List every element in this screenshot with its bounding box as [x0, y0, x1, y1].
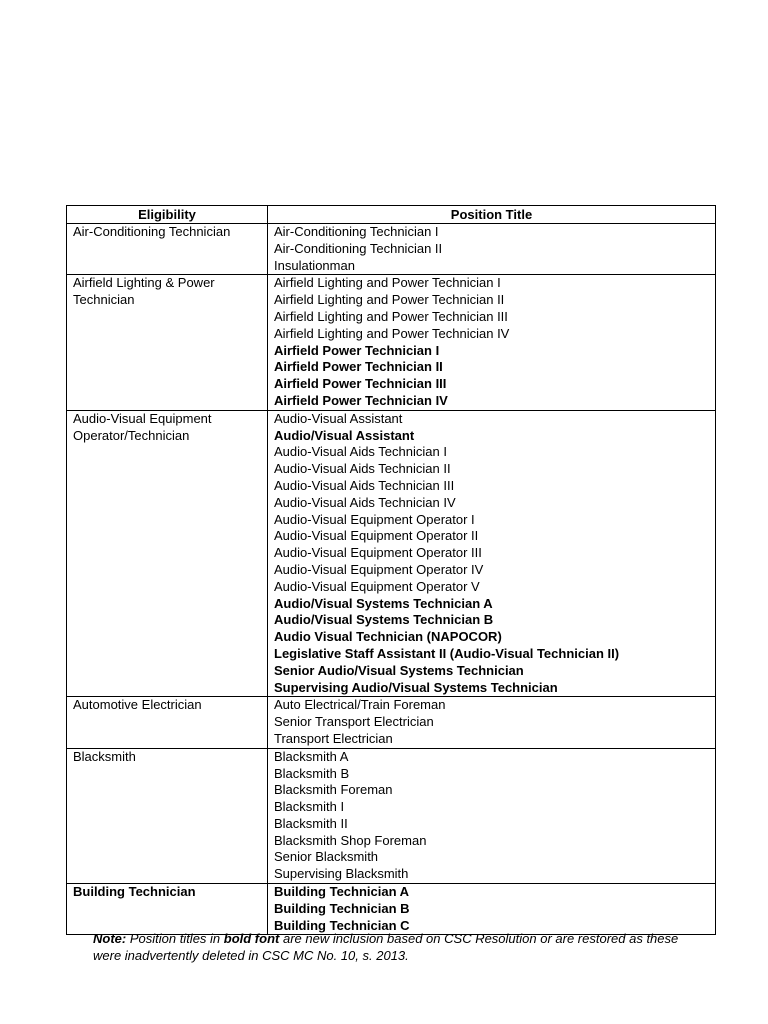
position-title: Building Technician B: [274, 900, 410, 916]
note-text-1: Position titles in: [126, 931, 224, 946]
eligibility-cell: Building Technician: [67, 884, 268, 935]
position-title: Airfield Lighting and Power Technician III: [274, 308, 508, 324]
position-title: Blacksmith I: [274, 799, 345, 815]
header-eligibility: Eligibility: [67, 206, 268, 224]
position-title: Air-Conditioning Technician II: [274, 240, 443, 256]
position-title: Senior Transport Electrician: [274, 714, 434, 730]
eligibility-cell: Air-Conditioning Technician: [67, 224, 268, 275]
position-title: Airfield Lighting and Power Technician IV: [274, 325, 510, 341]
position-title: Airfield Power Technician IV: [274, 392, 448, 408]
position-title: Senior Audio/Visual Systems Technician: [274, 662, 524, 678]
position-title: Audio-Visual Equipment Operator II: [274, 528, 479, 544]
position-title: Airfield Power Technician III: [274, 376, 447, 392]
position-title-cell: [268, 410, 716, 697]
position-title: Supervising Blacksmith: [274, 866, 409, 882]
position-title: Audio/Visual Systems Technician A: [274, 595, 493, 611]
table-row: [67, 224, 716, 275]
header-position-title: Position Title: [268, 206, 716, 224]
eligibility-cell: Blacksmith: [67, 748, 268, 883]
position-title: Blacksmith Foreman: [274, 782, 393, 798]
position-title: Insulationman: [274, 257, 355, 273]
position-title-cell: [268, 275, 716, 410]
position-title: Audio/Visual Systems Technician B: [274, 612, 494, 628]
table-row: [67, 275, 716, 410]
position-title: Blacksmith B: [274, 765, 350, 781]
table-header-row: [67, 206, 716, 224]
position-title: Audio-Visual Equipment Operator III: [274, 545, 482, 561]
position-title: Supervising Audio/Visual Systems Technician: [274, 679, 558, 695]
note-label: Note:: [93, 931, 127, 946]
eligibility-cell: Audio-Visual Equipment Operator/Technician: [67, 410, 268, 697]
position-title: Audio/Visual Assistant: [274, 427, 415, 443]
position-title: Blacksmith II: [274, 815, 348, 831]
table-body: [67, 224, 716, 935]
position-title-cell: [268, 748, 716, 883]
position-title: Audio Visual Technician (NAPOCOR): [274, 629, 502, 645]
position-title: Audio-Visual Aids Technician III: [274, 477, 455, 493]
position-title: Auto Electrical/Train Foreman: [274, 697, 446, 713]
position-title: Audio-Visual Aids Technician IV: [274, 494, 456, 510]
position-title: Transport Electrician: [274, 730, 393, 746]
position-title: Audio-Visual Equipment Operator V: [274, 578, 480, 594]
eligibility-table: [66, 205, 716, 935]
table-row: [67, 410, 716, 697]
table-row: [67, 748, 716, 883]
position-title: Audio-Visual Equipment Operator I: [274, 511, 475, 527]
position-title-cell: [268, 884, 716, 935]
position-title: Building Technician A: [274, 884, 410, 900]
position-title: Airfield Power Technician I: [274, 342, 440, 358]
position-title: Audio-Visual Equipment Operator IV: [274, 561, 484, 577]
position-title: Audio-Visual Aids Technician I: [274, 444, 447, 460]
table-row: [67, 697, 716, 748]
note-text-2: are new inclusion based on CSC Resolution or are restored as these were inadvertently deleted in CSC MC No. 10, s. 2013.: [93, 931, 679, 963]
position-title: Airfield Lighting and Power Technician I: [274, 275, 501, 291]
position-title: Audio-Visual Aids Technician II: [274, 461, 451, 477]
position-title: Airfield Lighting and Power Technician II: [274, 292, 505, 308]
eligibility-cell: Airfield Lighting & Power Technician: [67, 275, 268, 410]
note-bold-phrase: bold font: [223, 931, 280, 946]
position-title: Airfield Power Technician II: [274, 359, 443, 375]
position-title: Air-Conditioning Technician I: [274, 224, 439, 239]
table-row: [67, 884, 716, 935]
position-title: Blacksmith Shop Foreman: [274, 832, 427, 848]
footnote: [93, 930, 703, 964]
position-title: Senior Blacksmith: [274, 849, 379, 865]
eligibility-cell: Automotive Electrician: [67, 697, 268, 748]
position-title-cell: [268, 224, 716, 275]
position-title-cell: [268, 697, 716, 748]
position-title: Audio-Visual Assistant: [274, 410, 403, 426]
position-title: Building Technician C: [274, 917, 410, 933]
position-title: Legislative Staff Assistant II (Audio-Visual Technician II): [274, 645, 620, 661]
position-title: Blacksmith A: [274, 748, 349, 764]
